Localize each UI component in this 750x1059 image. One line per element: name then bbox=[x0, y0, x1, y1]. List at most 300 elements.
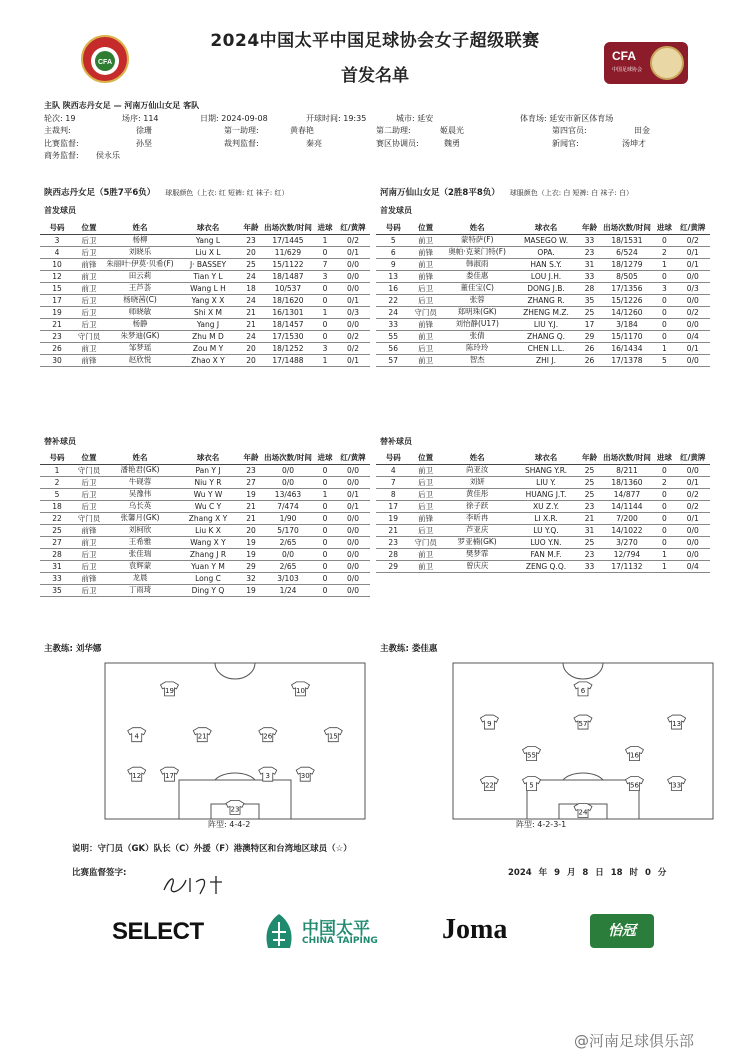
cell-no: 31 bbox=[40, 560, 74, 572]
cell-pos: 前卫 bbox=[410, 258, 440, 270]
home-coach: 主教练: 刘华娜 bbox=[44, 644, 102, 654]
cell-jersey: Yang L bbox=[176, 234, 240, 246]
cell-jersey: ZHENG M.Z. bbox=[514, 306, 579, 318]
cell-cards: 0/0 bbox=[336, 282, 370, 294]
home-subs-label: 替补球员 bbox=[44, 437, 76, 446]
cell-cards: 0/0 bbox=[336, 584, 370, 596]
cell-jersey: FAN M.F. bbox=[514, 548, 579, 560]
player-shirt-icon bbox=[574, 804, 592, 818]
cell-goals: 3 bbox=[314, 342, 336, 354]
cell-jersey: LIU Y.J. bbox=[514, 318, 579, 330]
table-row bbox=[376, 464, 710, 476]
table-row bbox=[40, 572, 370, 584]
table-row bbox=[40, 536, 370, 548]
cell-cards: 0/2 bbox=[336, 342, 370, 354]
player-number: 55 bbox=[527, 751, 536, 760]
table-row bbox=[376, 488, 710, 500]
cell-pos: 前卫 bbox=[410, 234, 440, 246]
cell-apps: 7/200 bbox=[601, 512, 654, 524]
cell-age: 24 bbox=[240, 270, 262, 282]
cell-name: 张佳瑞 bbox=[104, 548, 176, 560]
column-header: 进球 bbox=[314, 222, 336, 234]
select-logo: SELECT bbox=[112, 918, 204, 945]
cell-apps: 17/1445 bbox=[262, 234, 314, 246]
cell-age: 25 bbox=[578, 306, 600, 318]
cell-jersey: Wang X Y bbox=[176, 536, 240, 548]
cell-cards: 0/0 bbox=[676, 270, 710, 282]
home-subs-table bbox=[40, 452, 370, 597]
cell-jersey: CHEN L.L. bbox=[514, 342, 579, 354]
cell-jersey: Shi X M bbox=[176, 306, 240, 318]
table-row bbox=[376, 560, 710, 572]
cell-jersey: LOU J.H. bbox=[514, 270, 579, 282]
cell-age: 20 bbox=[240, 524, 262, 536]
cell-jersey: ZHI J. bbox=[514, 354, 579, 366]
cell-age: 21 bbox=[240, 318, 262, 330]
cell-apps: 5/170 bbox=[262, 524, 314, 536]
cell-jersey: ZHANG R. bbox=[514, 294, 579, 306]
cell-jersey: Wu Y W bbox=[176, 488, 240, 500]
cell-no: 33 bbox=[376, 318, 410, 330]
cell-no: 57 bbox=[376, 354, 410, 366]
player-number: 56 bbox=[630, 781, 639, 790]
cell-cards: 0/0 bbox=[336, 476, 370, 488]
cell-no: 15 bbox=[40, 282, 74, 294]
player-number: 6 bbox=[580, 686, 586, 695]
player-shirt-icon bbox=[625, 747, 643, 761]
cell-goals: 0 bbox=[314, 282, 336, 294]
cell-age: 25 bbox=[578, 536, 600, 548]
cell-goals: 1 bbox=[314, 488, 336, 500]
column-header: 红/黄牌 bbox=[336, 452, 370, 464]
cell-name: 娄佳惠 bbox=[441, 270, 514, 282]
cell-jersey: Zhao X Y bbox=[176, 354, 240, 366]
cell-name: 芦亚庆 bbox=[441, 524, 514, 536]
cell-pos: 后卫 bbox=[74, 234, 104, 246]
cell-apps: 16/1301 bbox=[262, 306, 314, 318]
cell-no: 28 bbox=[40, 548, 74, 560]
cell-pos: 前锋 bbox=[74, 258, 104, 270]
away-formation: 阵型: 4-2-3-1 bbox=[516, 820, 567, 829]
cell-age: 21 bbox=[240, 306, 262, 318]
cell-cards: 0/0 bbox=[336, 548, 370, 560]
table-row bbox=[40, 488, 370, 500]
cell-no: 1 bbox=[40, 464, 74, 476]
player-number: 17 bbox=[165, 772, 174, 781]
table-row bbox=[376, 270, 710, 282]
cell-cards: 0/3 bbox=[336, 306, 370, 318]
cell-jersey: Liu X L bbox=[176, 246, 240, 258]
cell-age: 18 bbox=[240, 282, 262, 294]
home-formation: 阵型: 4-4-2 bbox=[208, 820, 251, 829]
cell-apps: 10/537 bbox=[262, 282, 314, 294]
cell-no: 7 bbox=[376, 476, 410, 488]
coordinator: 魏勇 bbox=[444, 138, 460, 148]
player-shirt-icon bbox=[625, 777, 643, 791]
table-row bbox=[376, 294, 710, 306]
cell-apps: 18/1457 bbox=[262, 318, 314, 330]
cell-jersey: LUO Y.N. bbox=[514, 536, 579, 548]
cell-no: 35 bbox=[40, 584, 74, 596]
away-coach: 主教练: 娄佳惠 bbox=[380, 644, 438, 654]
cell-name: 吴豫伟 bbox=[104, 488, 176, 500]
cell-age: 28 bbox=[578, 282, 600, 294]
cell-goals: 0 bbox=[314, 246, 336, 258]
player-number: 26 bbox=[263, 732, 273, 741]
cell-pos: 前卫 bbox=[74, 342, 104, 354]
cell-age: 23 bbox=[578, 246, 600, 258]
cell-cards: 0/3 bbox=[676, 282, 710, 294]
table-row bbox=[40, 246, 370, 258]
cell-cards: 0/1 bbox=[336, 500, 370, 512]
cell-cards: 0/0 bbox=[676, 548, 710, 560]
column-header: 出场次数/时间 bbox=[262, 452, 314, 464]
cell-pos: 前卫 bbox=[74, 270, 104, 282]
cell-goals: 0 bbox=[653, 512, 675, 524]
cell-apps: 14/1260 bbox=[601, 306, 654, 318]
column-header: 位置 bbox=[74, 452, 104, 464]
player-shirt-icon bbox=[160, 682, 178, 696]
away-subs-label: 替补球员 bbox=[380, 437, 412, 446]
cell-goals: 0 bbox=[653, 318, 675, 330]
cell-name: 杨晓茜(C) bbox=[104, 294, 176, 306]
cell-jersey: J· BASSEY bbox=[176, 258, 240, 270]
cell-jersey: Long C bbox=[176, 572, 240, 584]
cell-apps: 7/474 bbox=[262, 500, 314, 512]
cell-goals: 0 bbox=[314, 548, 336, 560]
column-header: 出场次数/时间 bbox=[601, 452, 654, 464]
cell-apps: 0/0 bbox=[262, 476, 314, 488]
column-header: 位置 bbox=[410, 452, 440, 464]
cell-jersey: Tian Y L bbox=[176, 270, 240, 282]
cell-apps: 13/463 bbox=[262, 488, 314, 500]
cell-apps: 18/1279 bbox=[601, 258, 654, 270]
cell-apps: 17/1132 bbox=[601, 560, 654, 572]
cell-pos: 前卫 bbox=[410, 330, 440, 342]
home-formation-pitch bbox=[104, 662, 366, 820]
cell-age: 24 bbox=[240, 294, 262, 306]
cell-name: 杨柳 bbox=[104, 234, 176, 246]
column-header: 位置 bbox=[74, 222, 104, 234]
ref-supervisor: 秦亮 bbox=[306, 138, 322, 148]
column-header: 号码 bbox=[40, 452, 74, 464]
cell-jersey: HUANG J.T. bbox=[514, 488, 579, 500]
player-shirt-icon bbox=[480, 715, 498, 729]
cell-apps: 15/1226 bbox=[601, 294, 654, 306]
player-number: 21 bbox=[197, 732, 207, 741]
column-header: 出场次数/时间 bbox=[601, 222, 654, 234]
cell-age: 23 bbox=[578, 500, 600, 512]
table-row bbox=[40, 234, 370, 246]
table-row bbox=[40, 524, 370, 536]
cell-goals: 3 bbox=[653, 282, 675, 294]
cell-jersey: Yang J bbox=[176, 318, 240, 330]
cell-cards: 0/2 bbox=[336, 330, 370, 342]
fourth-official: 田金 bbox=[634, 126, 650, 135]
player-number: 4 bbox=[134, 732, 139, 741]
ar1: 黄春艳 bbox=[290, 126, 314, 135]
cell-pos: 后卫 bbox=[74, 584, 104, 596]
match-info bbox=[44, 100, 714, 163]
table-row bbox=[40, 500, 370, 512]
commercial: 侯永乐 bbox=[96, 151, 120, 160]
player-shirt-icon bbox=[523, 777, 541, 791]
cell-no: 30 bbox=[40, 354, 74, 366]
column-header: 号码 bbox=[40, 222, 74, 234]
table-row bbox=[376, 234, 710, 246]
cell-apps: 15/1170 bbox=[601, 330, 654, 342]
cell-name: 张馨月(GK) bbox=[104, 512, 176, 524]
cell-pos: 后卫 bbox=[74, 306, 104, 318]
cell-apps: 18/1620 bbox=[262, 294, 314, 306]
cell-apps: 17/1356 bbox=[601, 282, 654, 294]
table-row bbox=[376, 536, 710, 548]
cell-goals: 2 bbox=[653, 476, 675, 488]
cell-age: 20 bbox=[240, 246, 262, 258]
china-taiping-logo bbox=[260, 910, 420, 956]
cell-name: 朱梦迪(GK) bbox=[104, 330, 176, 342]
cell-goals: 0 bbox=[314, 294, 336, 306]
coordinator-label: 赛区协调员: bbox=[376, 138, 419, 148]
referee-label: 主裁判: bbox=[44, 126, 71, 135]
cell-cards: 0/1 bbox=[336, 294, 370, 306]
cell-no: 13 bbox=[376, 270, 410, 282]
cell-cards: 0/2 bbox=[676, 234, 710, 246]
cell-goals: 0 bbox=[653, 500, 675, 512]
cell-no: 23 bbox=[40, 330, 74, 342]
cell-pos: 守门员 bbox=[74, 464, 104, 476]
cell-age: 32 bbox=[240, 572, 262, 584]
column-header: 球衣名 bbox=[514, 222, 579, 234]
cell-apps: 1/24 bbox=[262, 584, 314, 596]
table-row bbox=[40, 306, 370, 318]
cell-pos: 前卫 bbox=[74, 536, 104, 548]
cell-name: 奥帕·克莱门特(F) bbox=[441, 246, 514, 258]
cell-no: 28 bbox=[376, 548, 410, 560]
cell-apps: 14/1022 bbox=[601, 524, 654, 536]
player-shirt-icon bbox=[226, 800, 244, 814]
player-number: 24 bbox=[578, 808, 588, 817]
cell-goals: 3 bbox=[314, 270, 336, 282]
cell-name: 张倩 bbox=[441, 330, 514, 342]
cell-no: 23 bbox=[376, 536, 410, 548]
cell-cards: 0/0 bbox=[336, 258, 370, 270]
table-row bbox=[376, 330, 710, 342]
column-header: 红/黄牌 bbox=[676, 452, 710, 464]
table-row bbox=[40, 584, 370, 596]
table-row bbox=[40, 270, 370, 282]
cell-cards: 0/0 bbox=[336, 270, 370, 282]
player-number: 5 bbox=[529, 781, 534, 790]
cell-age: 24 bbox=[240, 330, 262, 342]
kickoff-time: 开球时间: 19:35 bbox=[306, 113, 367, 123]
cell-no: 29 bbox=[376, 560, 410, 572]
table-row bbox=[376, 512, 710, 524]
table-row bbox=[40, 354, 370, 366]
table-header-row bbox=[40, 222, 370, 234]
cfa-logo-subtext: 中国足球协会 bbox=[612, 67, 643, 73]
cell-cards: 0/1 bbox=[336, 354, 370, 366]
cell-age: 19 bbox=[240, 584, 262, 596]
cell-no: 2 bbox=[40, 476, 74, 488]
cell-goals: 1 bbox=[653, 560, 675, 572]
cell-cards: 0/0 bbox=[336, 318, 370, 330]
cell-goals: 0 bbox=[314, 476, 336, 488]
column-header: 红/黄牌 bbox=[676, 222, 710, 234]
cell-age: 25 bbox=[578, 476, 600, 488]
cell-goals: 1 bbox=[314, 354, 336, 366]
table-row bbox=[376, 354, 710, 366]
player-number: 10 bbox=[296, 686, 305, 695]
signature-image bbox=[160, 872, 230, 898]
column-header: 红/黄牌 bbox=[336, 222, 370, 234]
cell-pos: 守门员 bbox=[410, 536, 440, 548]
cell-apps: 17/1530 bbox=[262, 330, 314, 342]
cell-cards: 0/0 bbox=[676, 318, 710, 330]
commercial-label: 商务监督: bbox=[44, 151, 79, 160]
cell-jersey: Ding Y Q bbox=[176, 584, 240, 596]
ar2: 姬晨光 bbox=[440, 126, 464, 135]
cell-pos: 后卫 bbox=[74, 246, 104, 258]
cell-cards: 0/2 bbox=[676, 306, 710, 318]
cell-apps: 0/0 bbox=[262, 548, 314, 560]
cell-goals: 0 bbox=[314, 560, 336, 572]
cell-cards: 0/1 bbox=[676, 512, 710, 524]
player-number: 23 bbox=[230, 805, 240, 814]
signature-label: 比赛监督签字: bbox=[72, 868, 127, 878]
cell-pos: 前锋 bbox=[410, 512, 440, 524]
cell-jersey: LU Y.Q. bbox=[514, 524, 579, 536]
cell-apps: 8/211 bbox=[601, 464, 654, 476]
table-row bbox=[40, 318, 370, 330]
ref-supervisor-label: 裁判监督: bbox=[224, 138, 259, 148]
cell-pos: 后卫 bbox=[410, 500, 440, 512]
table-row bbox=[40, 294, 370, 306]
cell-pos: 前卫 bbox=[410, 354, 440, 366]
cell-jersey: Yang X X bbox=[176, 294, 240, 306]
press-officer-label: 新闻官: bbox=[552, 138, 579, 148]
cell-goals: 0 bbox=[653, 536, 675, 548]
player-number: 30 bbox=[300, 772, 310, 781]
cell-goals: 0 bbox=[653, 270, 675, 282]
cell-goals: 1 bbox=[314, 306, 336, 318]
cell-apps: 18/1531 bbox=[601, 234, 654, 246]
cell-name: 师晓敏 bbox=[104, 306, 176, 318]
cell-cards: 0/0 bbox=[336, 560, 370, 572]
cell-name: 邹梦瑶 bbox=[104, 342, 176, 354]
cell-jersey: LI X.R. bbox=[514, 512, 579, 524]
cell-apps: 3/184 bbox=[601, 318, 654, 330]
cell-apps: 6/524 bbox=[601, 246, 654, 258]
cell-name: 王希雅 bbox=[104, 536, 176, 548]
cell-no: 4 bbox=[376, 464, 410, 476]
cell-goals: 0 bbox=[653, 524, 675, 536]
cell-cards: 0/1 bbox=[676, 258, 710, 270]
player-number: 16 bbox=[630, 751, 639, 760]
cell-age: 29 bbox=[240, 560, 262, 572]
column-header: 姓名 bbox=[104, 222, 176, 234]
cell-name: 潘艳君(GK) bbox=[104, 464, 176, 476]
cell-jersey: Zou M Y bbox=[176, 342, 240, 354]
cell-no: 4 bbox=[40, 246, 74, 258]
cell-name: 智杰 bbox=[441, 354, 514, 366]
table-header-row bbox=[40, 452, 370, 464]
cell-apps: 0/0 bbox=[262, 464, 314, 476]
cell-goals: 0 bbox=[314, 572, 336, 584]
cell-pos: 前卫 bbox=[410, 464, 440, 476]
cell-apps: 1/90 bbox=[262, 512, 314, 524]
cell-age: 33 bbox=[578, 234, 600, 246]
cell-pos: 后卫 bbox=[74, 560, 104, 572]
cell-goals: 1 bbox=[653, 258, 675, 270]
cell-apps: 14/877 bbox=[601, 488, 654, 500]
cell-age: 26 bbox=[578, 342, 600, 354]
cell-no: 25 bbox=[40, 524, 74, 536]
cell-goals: 0 bbox=[314, 584, 336, 596]
cell-no: 19 bbox=[376, 512, 410, 524]
cell-name: 王芦荟 bbox=[104, 282, 176, 294]
cell-name: 尚亚汝 bbox=[441, 464, 514, 476]
player-number: 9 bbox=[487, 720, 492, 729]
table-row bbox=[376, 500, 710, 512]
cell-apps: 17/1488 bbox=[262, 354, 314, 366]
away-team-header bbox=[380, 186, 633, 198]
cell-pos: 后卫 bbox=[410, 342, 440, 354]
round: 轮次: 19 bbox=[44, 113, 76, 123]
cell-apps: 8/505 bbox=[601, 270, 654, 282]
cell-age: 33 bbox=[578, 270, 600, 282]
player-shirt-icon bbox=[128, 728, 146, 742]
cell-pos: 后卫 bbox=[74, 318, 104, 330]
cell-age: 29 bbox=[578, 330, 600, 342]
cell-jersey: SHANG Y.R. bbox=[514, 464, 579, 476]
cell-cards: 0/2 bbox=[676, 488, 710, 500]
cell-pos: 前锋 bbox=[74, 572, 104, 584]
cell-apps: 3/270 bbox=[601, 536, 654, 548]
cell-goals: 2 bbox=[653, 246, 675, 258]
cell-no: 21 bbox=[376, 524, 410, 536]
cell-name: 张蓉 bbox=[441, 294, 514, 306]
china-taiping-en: CHINA TAIPING bbox=[302, 936, 378, 946]
cell-goals: 1 bbox=[653, 548, 675, 560]
table-row bbox=[376, 306, 710, 318]
cell-jersey: XU Z.Y. bbox=[514, 500, 579, 512]
cell-goals: 0 bbox=[653, 330, 675, 342]
cell-no: 17 bbox=[376, 500, 410, 512]
cell-name: 蒙特萨(F) bbox=[441, 234, 514, 246]
cell-pos: 前锋 bbox=[74, 354, 104, 366]
cell-name: 刘妍 bbox=[441, 476, 514, 488]
yiyi-logo: 怡冠 bbox=[590, 914, 654, 948]
cell-jersey: ZHANG Q. bbox=[514, 330, 579, 342]
city: 城市: 延安 bbox=[396, 113, 434, 123]
cell-cards: 0/0 bbox=[676, 354, 710, 366]
cell-name: 罗亚楠(GK) bbox=[441, 536, 514, 548]
press-officer: 汤坤才 bbox=[622, 138, 646, 148]
venue: 体育场: 延安市新区体育场 bbox=[520, 113, 614, 123]
cell-no: 10 bbox=[40, 258, 74, 270]
away-team-colors: 球服颜色（上衣: 白 短裤: 白 袜子: 白） bbox=[509, 189, 633, 197]
cell-age: 21 bbox=[578, 512, 600, 524]
cfa-brand-logo bbox=[604, 42, 688, 84]
cell-no: 56 bbox=[376, 342, 410, 354]
cell-apps: 2/65 bbox=[262, 536, 314, 548]
cell-age: 19 bbox=[240, 548, 262, 560]
cell-no: 3 bbox=[40, 234, 74, 246]
cell-no: 16 bbox=[376, 282, 410, 294]
cell-age: 26 bbox=[578, 354, 600, 366]
home-team-colors: 球服颜色（上衣: 红 短裤: 红 袜子: 红） bbox=[165, 189, 289, 197]
